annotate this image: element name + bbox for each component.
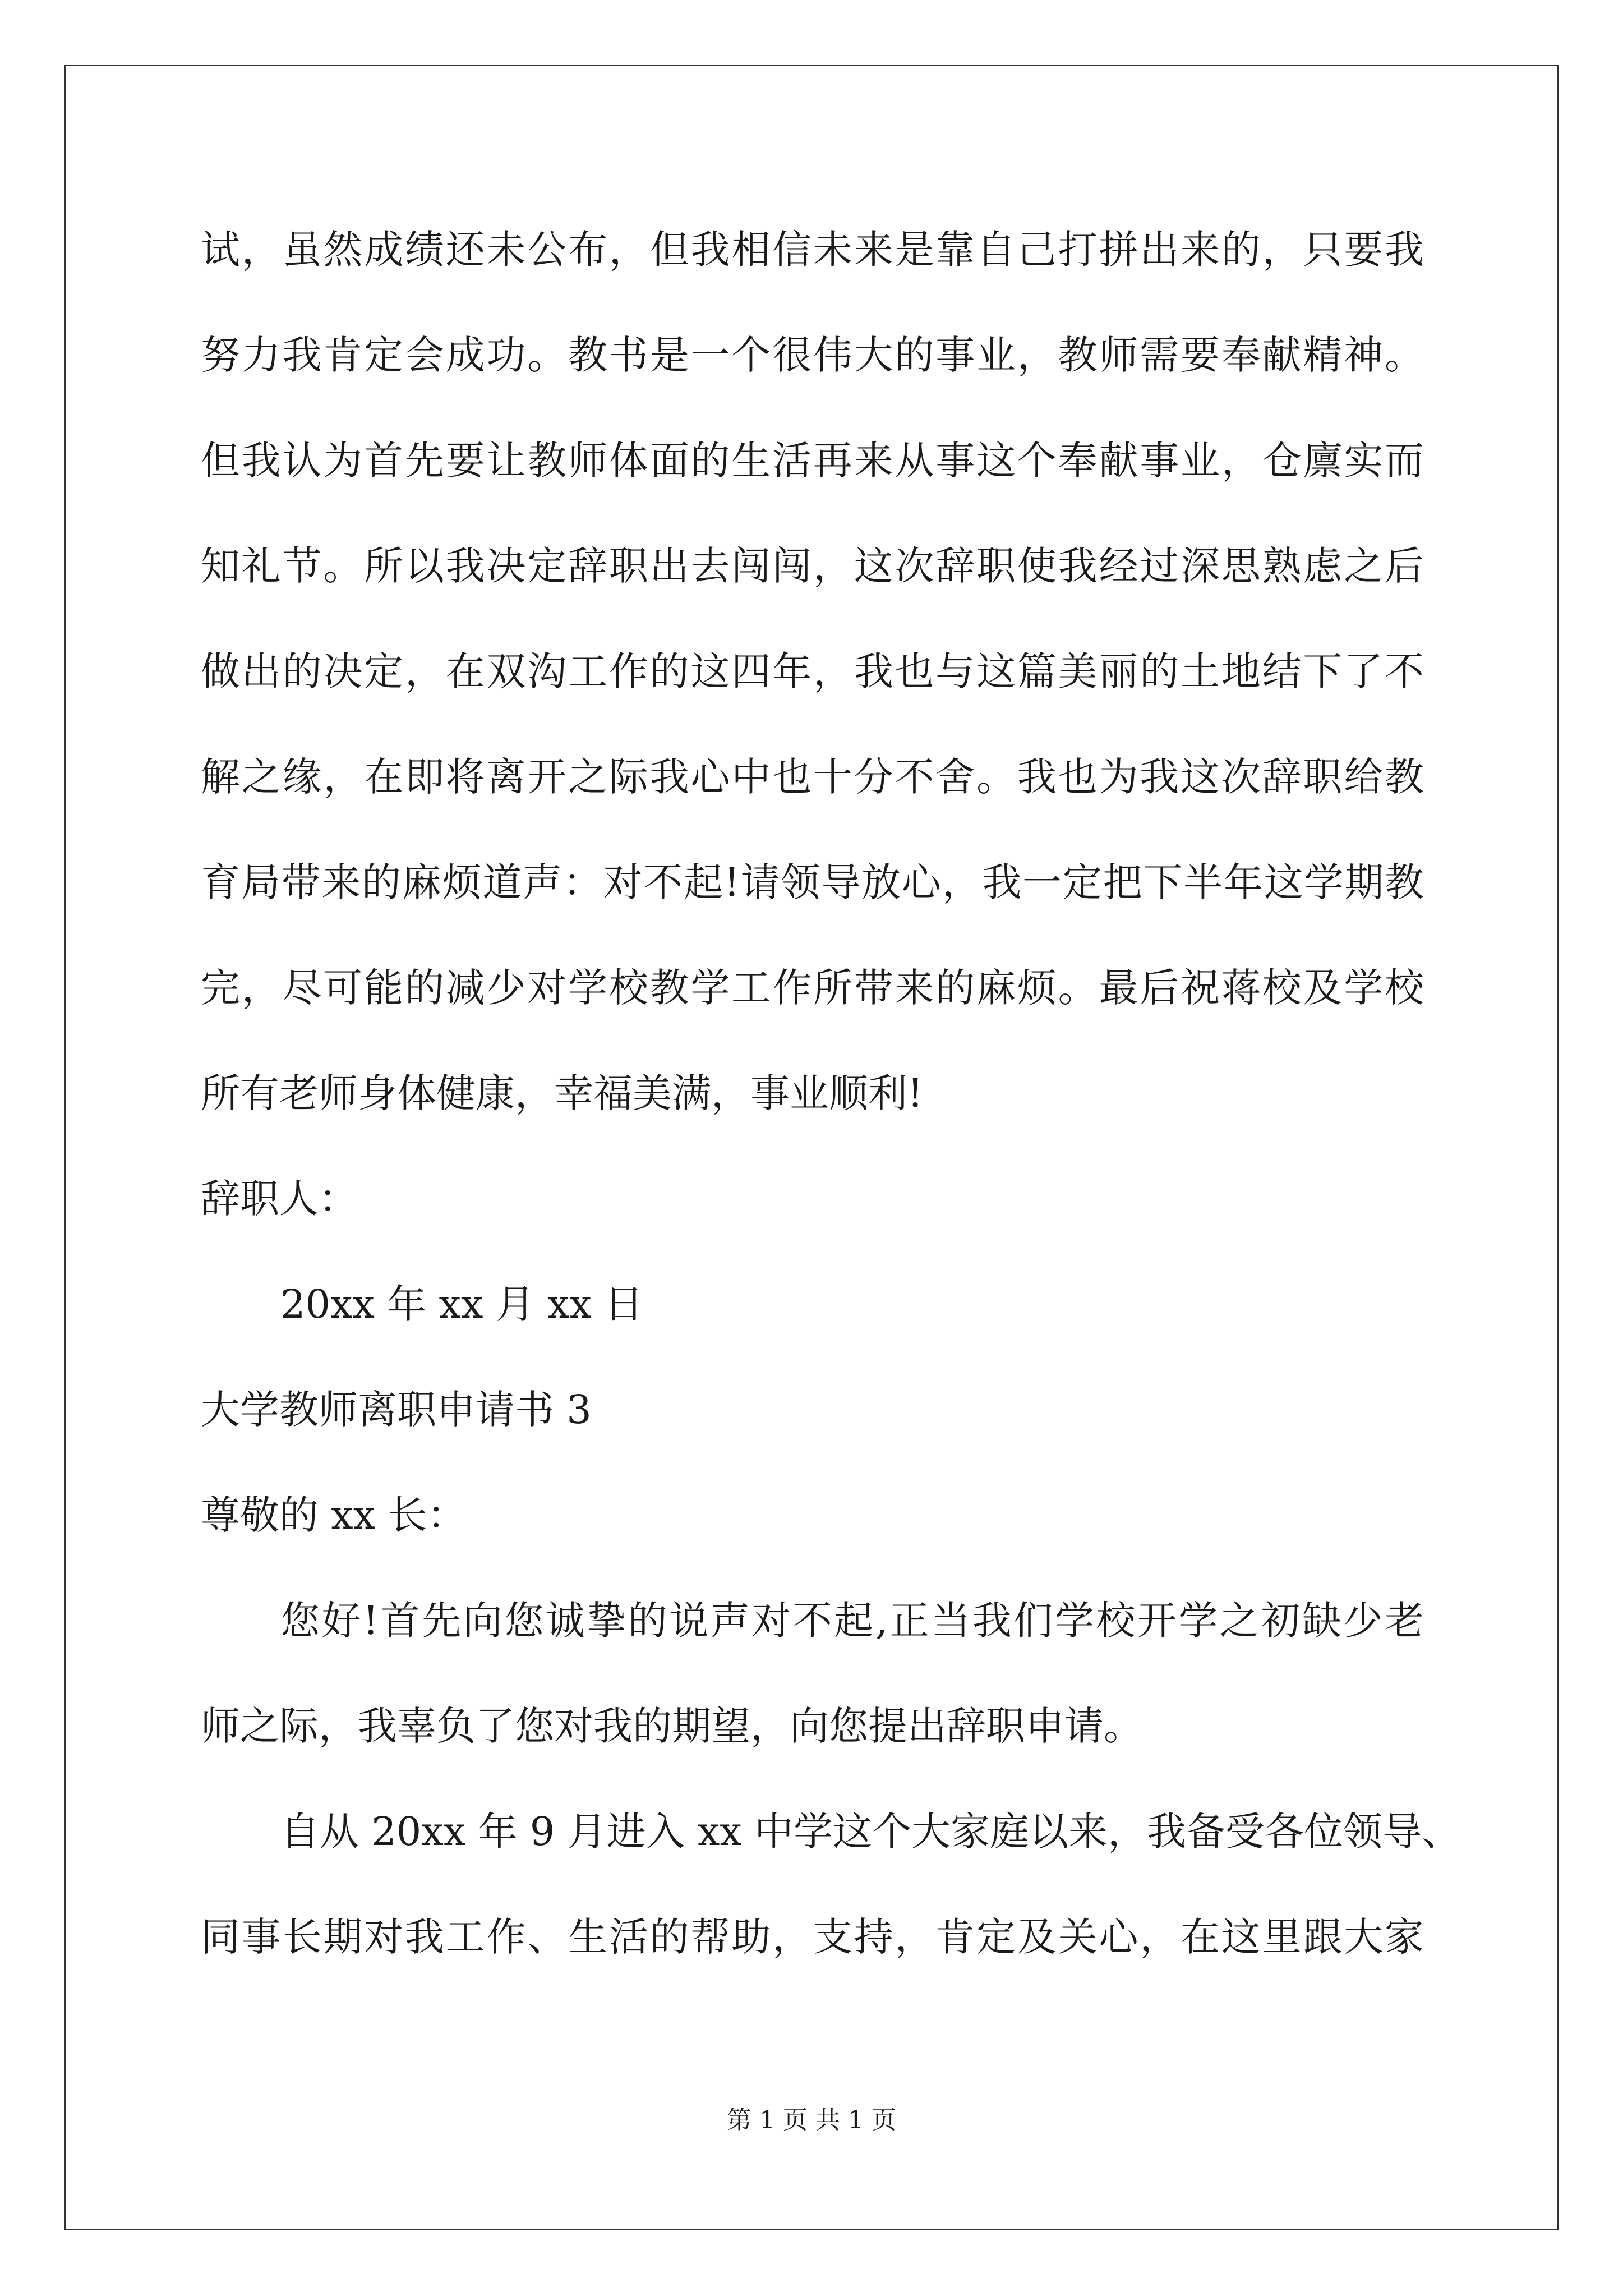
body-line: 但我认为首先要让教师体面的生活再来从事这个奉献事业，仓廪实而 (201, 438, 1424, 484)
date-line: 20xx 年 xx 月 xx 日 (280, 1281, 644, 1327)
body-line: 自从 20xx 年 9 月进入 xx 中学这个大家庭以来，我备受各位领导、 (280, 1809, 1461, 1855)
body-line: 完，尽可能的减少对学校教学工作所带来的麻烦。最后祝蒋校及学校 (201, 965, 1424, 1011)
body-line: 师之际，我辜负了您对我的期望，向您提出辞职申请。 (201, 1703, 1143, 1749)
body-line: 知礼节。所以我决定辞职出去闯闯，这次辞职使我经过深思熟虑之后 (201, 543, 1424, 589)
body-line: 试，虽然成绩还未公布，但我相信未来是靠自己打拼出来的，只要我 (201, 227, 1424, 273)
page-footer: 第 1 页 共 1 页 (727, 2106, 896, 2134)
body-line: 育局带来的麻烦道声：对不起!请领导放心，我一定把下半年这学期教 (201, 859, 1424, 905)
body-line: 做出的决定，在双沟工作的这四年，我也与这篇美丽的土地结下了不 (201, 648, 1424, 694)
body-line: 同事长期对我工作、生活的帮助，支持，肯定及关心，在这里跟大家 (201, 1914, 1424, 1960)
body-line: 解之缘，在即将离开之际我心中也十分不舍。我也为我这次辞职给教 (201, 754, 1424, 800)
signature-label: 辞职人： (201, 1176, 358, 1222)
salutation: 尊敬的 xx 长： (201, 1492, 467, 1538)
body-line: 所有老师身体健康，幸福美满，事业顺利! (201, 1070, 924, 1116)
page-border (64, 65, 1559, 2230)
section-heading: 大学教师离职申请书 3 (201, 1387, 592, 1433)
body-line: 您好!首先向您诚挚的说声对不起,正当我们学校开学之初缺少老 (280, 1598, 1424, 1644)
body-line: 努力我肯定会成功。教书是一个很伟大的事业，教师需要奉献精神。 (201, 332, 1424, 378)
